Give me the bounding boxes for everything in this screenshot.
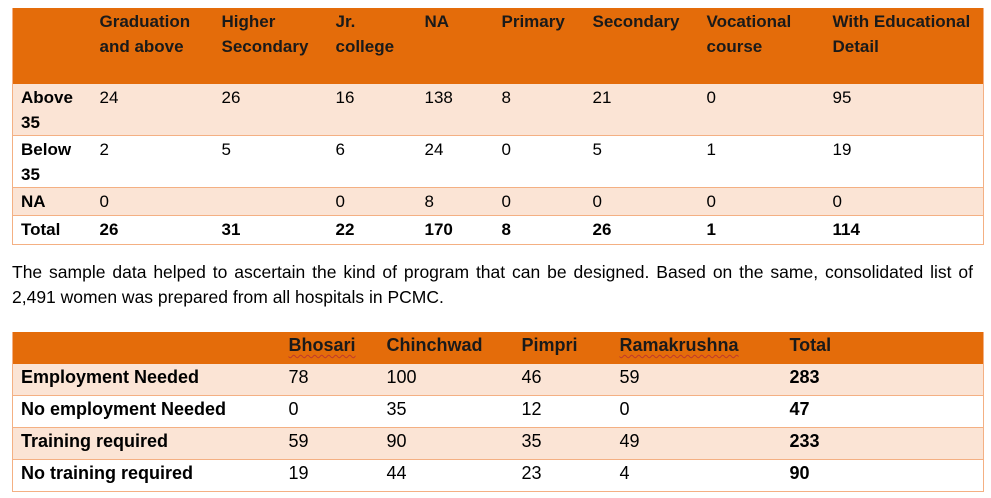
table-row [13, 396, 984, 428]
table-cell: 8 [417, 188, 494, 216]
table-cell [214, 188, 328, 216]
header-bhosari: Bhosari [288, 335, 356, 355]
table-cell: 24 [417, 136, 494, 188]
table-cell: 8 [494, 216, 585, 245]
table-cell: 26 [214, 84, 328, 136]
table-cell: 0 [494, 188, 585, 216]
table-row [13, 428, 984, 460]
body-paragraph: The sample data helped to ascertain the kind of program that can be designed. Based on the same, consolidated list of 2,491 women was prepared from all hospitals in PCMC. [12, 262, 973, 307]
table-cell: 100 [379, 364, 514, 396]
table-cell: 8 [494, 84, 585, 136]
header-cell [13, 8, 92, 84]
header-cell [13, 332, 281, 364]
total-row [13, 216, 984, 245]
total-cell: 90 [782, 460, 984, 492]
table-cell: 26 [585, 216, 699, 245]
header-cell: NA [417, 8, 494, 84]
table-cell: 59 [281, 428, 379, 460]
total-cell: 233 [782, 428, 984, 460]
header-cell: Total [782, 332, 984, 364]
header-cell: Vocational course [699, 8, 825, 84]
table-cell: 21 [585, 84, 699, 136]
header-cell [612, 332, 782, 364]
table-cell: 59 [612, 364, 782, 396]
table-cell: 44 [379, 460, 514, 492]
header-cell: Pimpri [514, 332, 612, 364]
table-cell: 0 [612, 396, 782, 428]
table-cell: 1 [699, 136, 825, 188]
table-cell: 0 [585, 188, 699, 216]
table-row [13, 364, 984, 396]
table-cell: 1 [699, 216, 825, 245]
row-label: Training required [13, 428, 281, 460]
table-cell: 4 [612, 460, 782, 492]
header-cell: Primary [494, 8, 585, 84]
table-row [13, 84, 984, 136]
table-cell: 138 [417, 84, 494, 136]
total-cell: 47 [782, 396, 984, 428]
table-cell: 22 [328, 216, 417, 245]
table-cell: 0 [281, 396, 379, 428]
table-cell: 0 [699, 188, 825, 216]
row-label: Total [13, 216, 92, 245]
table-cell: 19 [281, 460, 379, 492]
table-cell: 35 [379, 396, 514, 428]
table-cell: 12 [514, 396, 612, 428]
table-row [13, 460, 984, 492]
total-cell: 283 [782, 364, 984, 396]
header-cell: Graduation and above [92, 8, 214, 84]
table-cell: 24 [92, 84, 214, 136]
table-cell: 78 [281, 364, 379, 396]
table-cell: 35 [514, 428, 612, 460]
table-cell: 23 [514, 460, 612, 492]
header-cell [281, 332, 379, 364]
table-cell: 0 [825, 188, 984, 216]
employment-table [12, 332, 984, 492]
table-cell: 0 [92, 188, 214, 216]
table-cell: 6 [328, 136, 417, 188]
row-label: Above 35 [13, 84, 92, 136]
table-cell: 16 [328, 84, 417, 136]
table-cell: 2 [92, 136, 214, 188]
table-cell: 19 [825, 136, 984, 188]
table-cell: 5 [214, 136, 328, 188]
header-cell: Chinchwad [379, 332, 514, 364]
table-header-row [13, 8, 984, 84]
table-cell: 26 [92, 216, 214, 245]
header-cell: Jr. college [328, 8, 417, 84]
row-label: Employment Needed [13, 364, 281, 396]
table-cell: 95 [825, 84, 984, 136]
table-cell: 46 [514, 364, 612, 396]
table-cell: 31 [214, 216, 328, 245]
table-cell: 5 [585, 136, 699, 188]
table-cell: 0 [328, 188, 417, 216]
row-label: NA [13, 188, 92, 216]
header-cell: With Educational Detail [825, 8, 984, 84]
table-cell: 114 [825, 216, 984, 245]
table-cell: 170 [417, 216, 494, 245]
table-cell: 49 [612, 428, 782, 460]
header-ramakrushna: Ramakrushna [619, 335, 739, 355]
header-cell: Higher Secondary [214, 8, 328, 84]
table-cell: 0 [699, 84, 825, 136]
table-cell: 90 [379, 428, 514, 460]
table-row [13, 188, 984, 216]
row-label: No employment Needed [13, 396, 281, 428]
header-cell: Secondary [585, 8, 699, 84]
table-cell: 0 [494, 136, 585, 188]
row-label: Below 35 [13, 136, 92, 188]
education-table [12, 8, 984, 245]
table-row [13, 136, 984, 188]
table-header-row [13, 332, 984, 364]
row-label: No training required [13, 460, 281, 492]
